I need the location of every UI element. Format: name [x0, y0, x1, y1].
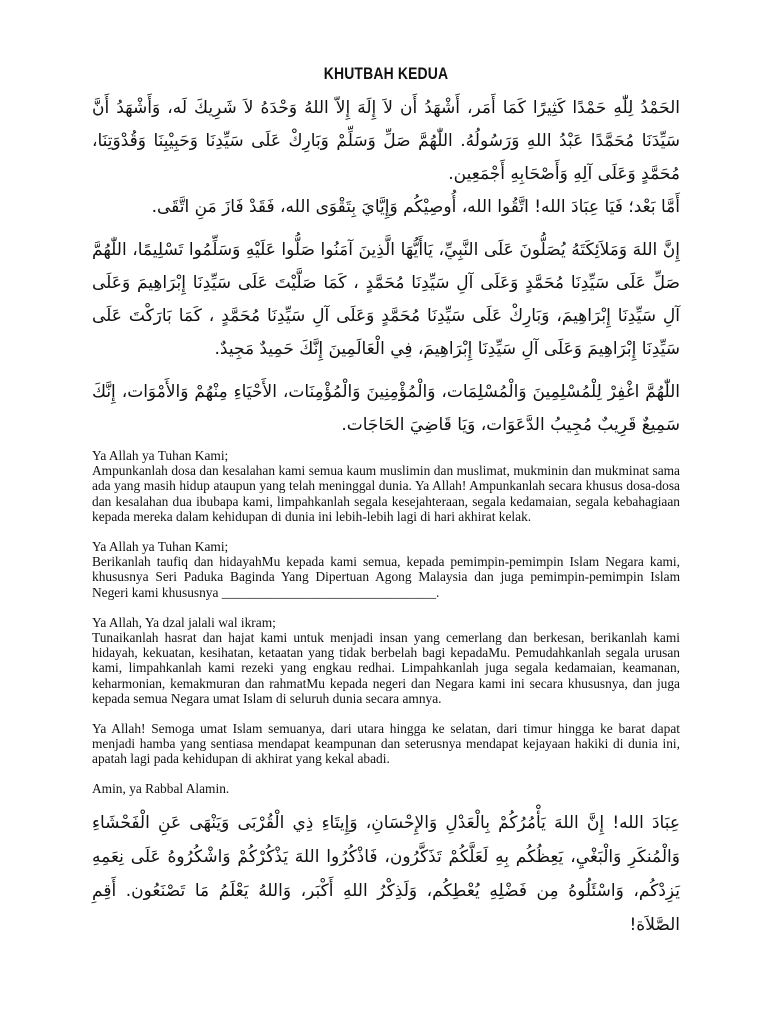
arabic-opening-praise: الحَمْدُ لِلّٰهِ حَمْدًا كَثِيرًا كَمَا أَمَر، أَشْهَدُ أَن لاَ إِلَهَ إِلاّ اللهُ وَحْدَهُ لاَ شَرِيكَ لَه، وَأَشْهَدُ أَنَّ سَيِّدَنَا مُحَمَّدًا عَبْدُ اللهِ وَرَسُولُهُ. اللّٰهُمَّ صَلِّ وَسَلِّمْ وَبَارِكْ عَلَى سَيِّدِنَا وَحَبِيْبِنَا وَقُدْوَتِنَا، مُحَمَّدٍ وَعَلَى آلِهِ وَأَصْحَابِهِ أَجْمَعِين. — [92, 98, 680, 184]
arabic-taqwa-exhortation: أَمَّا بَعْد؛ فَيَا عِبَادَ الله! اتَّقُوا الله، أُوصِيْكُم وَإِيَّايَ بِتَقْوَى الله، فَقَدْ فَازَ مَنِ اتَّقَى. — [151, 197, 680, 217]
prayer-body: Tunaikanlah hasrat dan hajat kami untuk menjadi insan yang cemerlang dan berkesan, berikanlah kami hidayah, kekuatan, kesihatan, ketaatan yang tidak berbelah bagi kepadaMu. Pemudahkanlah segala urusan kami, limpahkanlah kami rezeki yang engkau redhai. Limpahkanlah juga segala kedamaian, keamanan, keharmonian, kemakmuran dan rahmatMu kepada negeri dan Negara kami ini secara khususnya, dan juga kepada semua Negara umat Islam di seluruh dunia secara amnya. — [92, 630, 680, 706]
prayer-section-2 — [92, 539, 680, 600]
prayer-heading: Ya Allah, Ya dzal jalali wal ikram; — [92, 614, 276, 630]
prayer-section-3 — [92, 615, 680, 706]
prayer-heading: Ya Allah ya Tuhan Kami; — [92, 448, 229, 463]
prayer-section-1 — [92, 448, 680, 524]
prayer-body: Ya Allah! Semoga umat Islam semuanya, dari utara hingga ke selatan, dari timur hingga ke barat dapat menjadi hamba yang sentiasa mendapat keampunan dan seterusnya mendapat kejayaan hakiki di dunia ini, apatah lagi pada kehidupan di akhirat yang kekal abadi. — [92, 721, 680, 767]
arabic-final-exhortation: عِبَادَ الله! إِنَّ اللهَ يَأْمُرُكُمْ بِالْعَدْلِ وَالإِحْسَانِ، وَإِيتَاءِ ذِي الْقُرْبَى وَيَنْهَى عَنِ الْفَحْشَاءِ وَالْمُنكَرِ وَالْبَغْيِ، يَعِظُكُم بِهِ لَعَلَّكُمْ تَذَكَّرُون، فَاذْكُرُوا اللهَ يَذْكُرْكُمْ وَاشْكُرُوهُ عَلَى نِعَمِهِ يَزِدْكُم، وَاسْئَلُوهُ مِن فَضْلِهِ يُعْطِكُم، وَلَذِكْرُ اللهِ أَكْبَر، وَاللهُ يَعْلَمُ مَا تَصْنَعُون. أَقِمِ الصَّلاَة! — [92, 812, 680, 935]
prayer-heading: Ya Allah ya Tuhan Kami; — [92, 539, 229, 555]
prayer-section-4 — [92, 721, 680, 767]
prayer-body: Ampunkanlah dosa dan kesalahan kami semua kaum muslimin dan muslimat, mukminin dan mukminat sama ada yang masih hidup ataupun yang telah meninggal dunia. Ya Allah! Ampunkanlah secara khusus dosa-dosa dan kesalahan dua ibubapa kami, limpahkanlah segala kesejahteraan, segala kedamaian, segala kebahagiaan kepada mereka dalam kehidupan di dunia ini lebih-lebih lagi di hari akhirat kelak. — [92, 463, 680, 524]
closing-amin: Amin, ya Rabbal Alamin. — [92, 780, 230, 796]
arabic-salawat: إِنَّ اللهَ وَمَلاَئِكَتَهُ يُصَلُّونَ عَلَى النَّبِيِّ، يَاأَيُّهَا الَّذِينَ آمَنُوا صَلُّوا عَلَيْهِ وَسَلِّمُوا تَسْلِيمًا، اللّٰهُمَّ صَلِّ عَلَى سَيِّدِنَا مُحَمَّدٍ وَعَلَى آلِ سَيِّدِنَا مُحَمَّدٍ ، كَمَا صَلَّيْتَ عَلَى سَيِّدِنَا إِبْرَاهِيمَ وَعَلَى آلِ سَيِّدِنَا إِبْرَاهِيمَ، وَبَارِكْ عَلَى سَيِّدِنَا مُحَمَّدٍ وَعَلَى آلِ سَيِّدِنَا مُحَمَّدٍ ، كَمَا بَارَكْتَ عَلَى سَيِّدِنَا إِبْرَاهِيمَ وَعَلَى آلِ سَيِّدِنَا إِبْرَاهِيمَ، فِي الْعَالَمِينَ إِنَّكَ حَمِيدٌ مَجِيدٌ. — [92, 240, 680, 359]
arabic-supplication: اللّٰهُمَّ اغْفِرْ لِلْمُسْلِمِينَ وَالْمُسْلِمَات، وَالْمُؤْمِنِينَ وَالْمُؤْمِنَات، الأَحْيَاءِ مِنْهُمْ وَالأَمْوَات، إِنَّكَ سَمِيعٌ قَرِيبٌ مُجِيبُ الدَّعَوَات، وَيَا قَاضِيَ الحَاجَات. — [92, 382, 680, 435]
document-title: KHUTBAH KEDUA — [323, 64, 449, 83]
prayer-body: Berikanlah taufiq dan hidayahMu kepada kami semua, kepada pemimpin-pemimpin Islam Negara kami, khususnya Seri Paduka Baginda Yang Dipertuan Agong Malaysia dan juga pemimpin-pemimpin Islam Negeri kami khususnya ________________________________. — [92, 554, 680, 600]
